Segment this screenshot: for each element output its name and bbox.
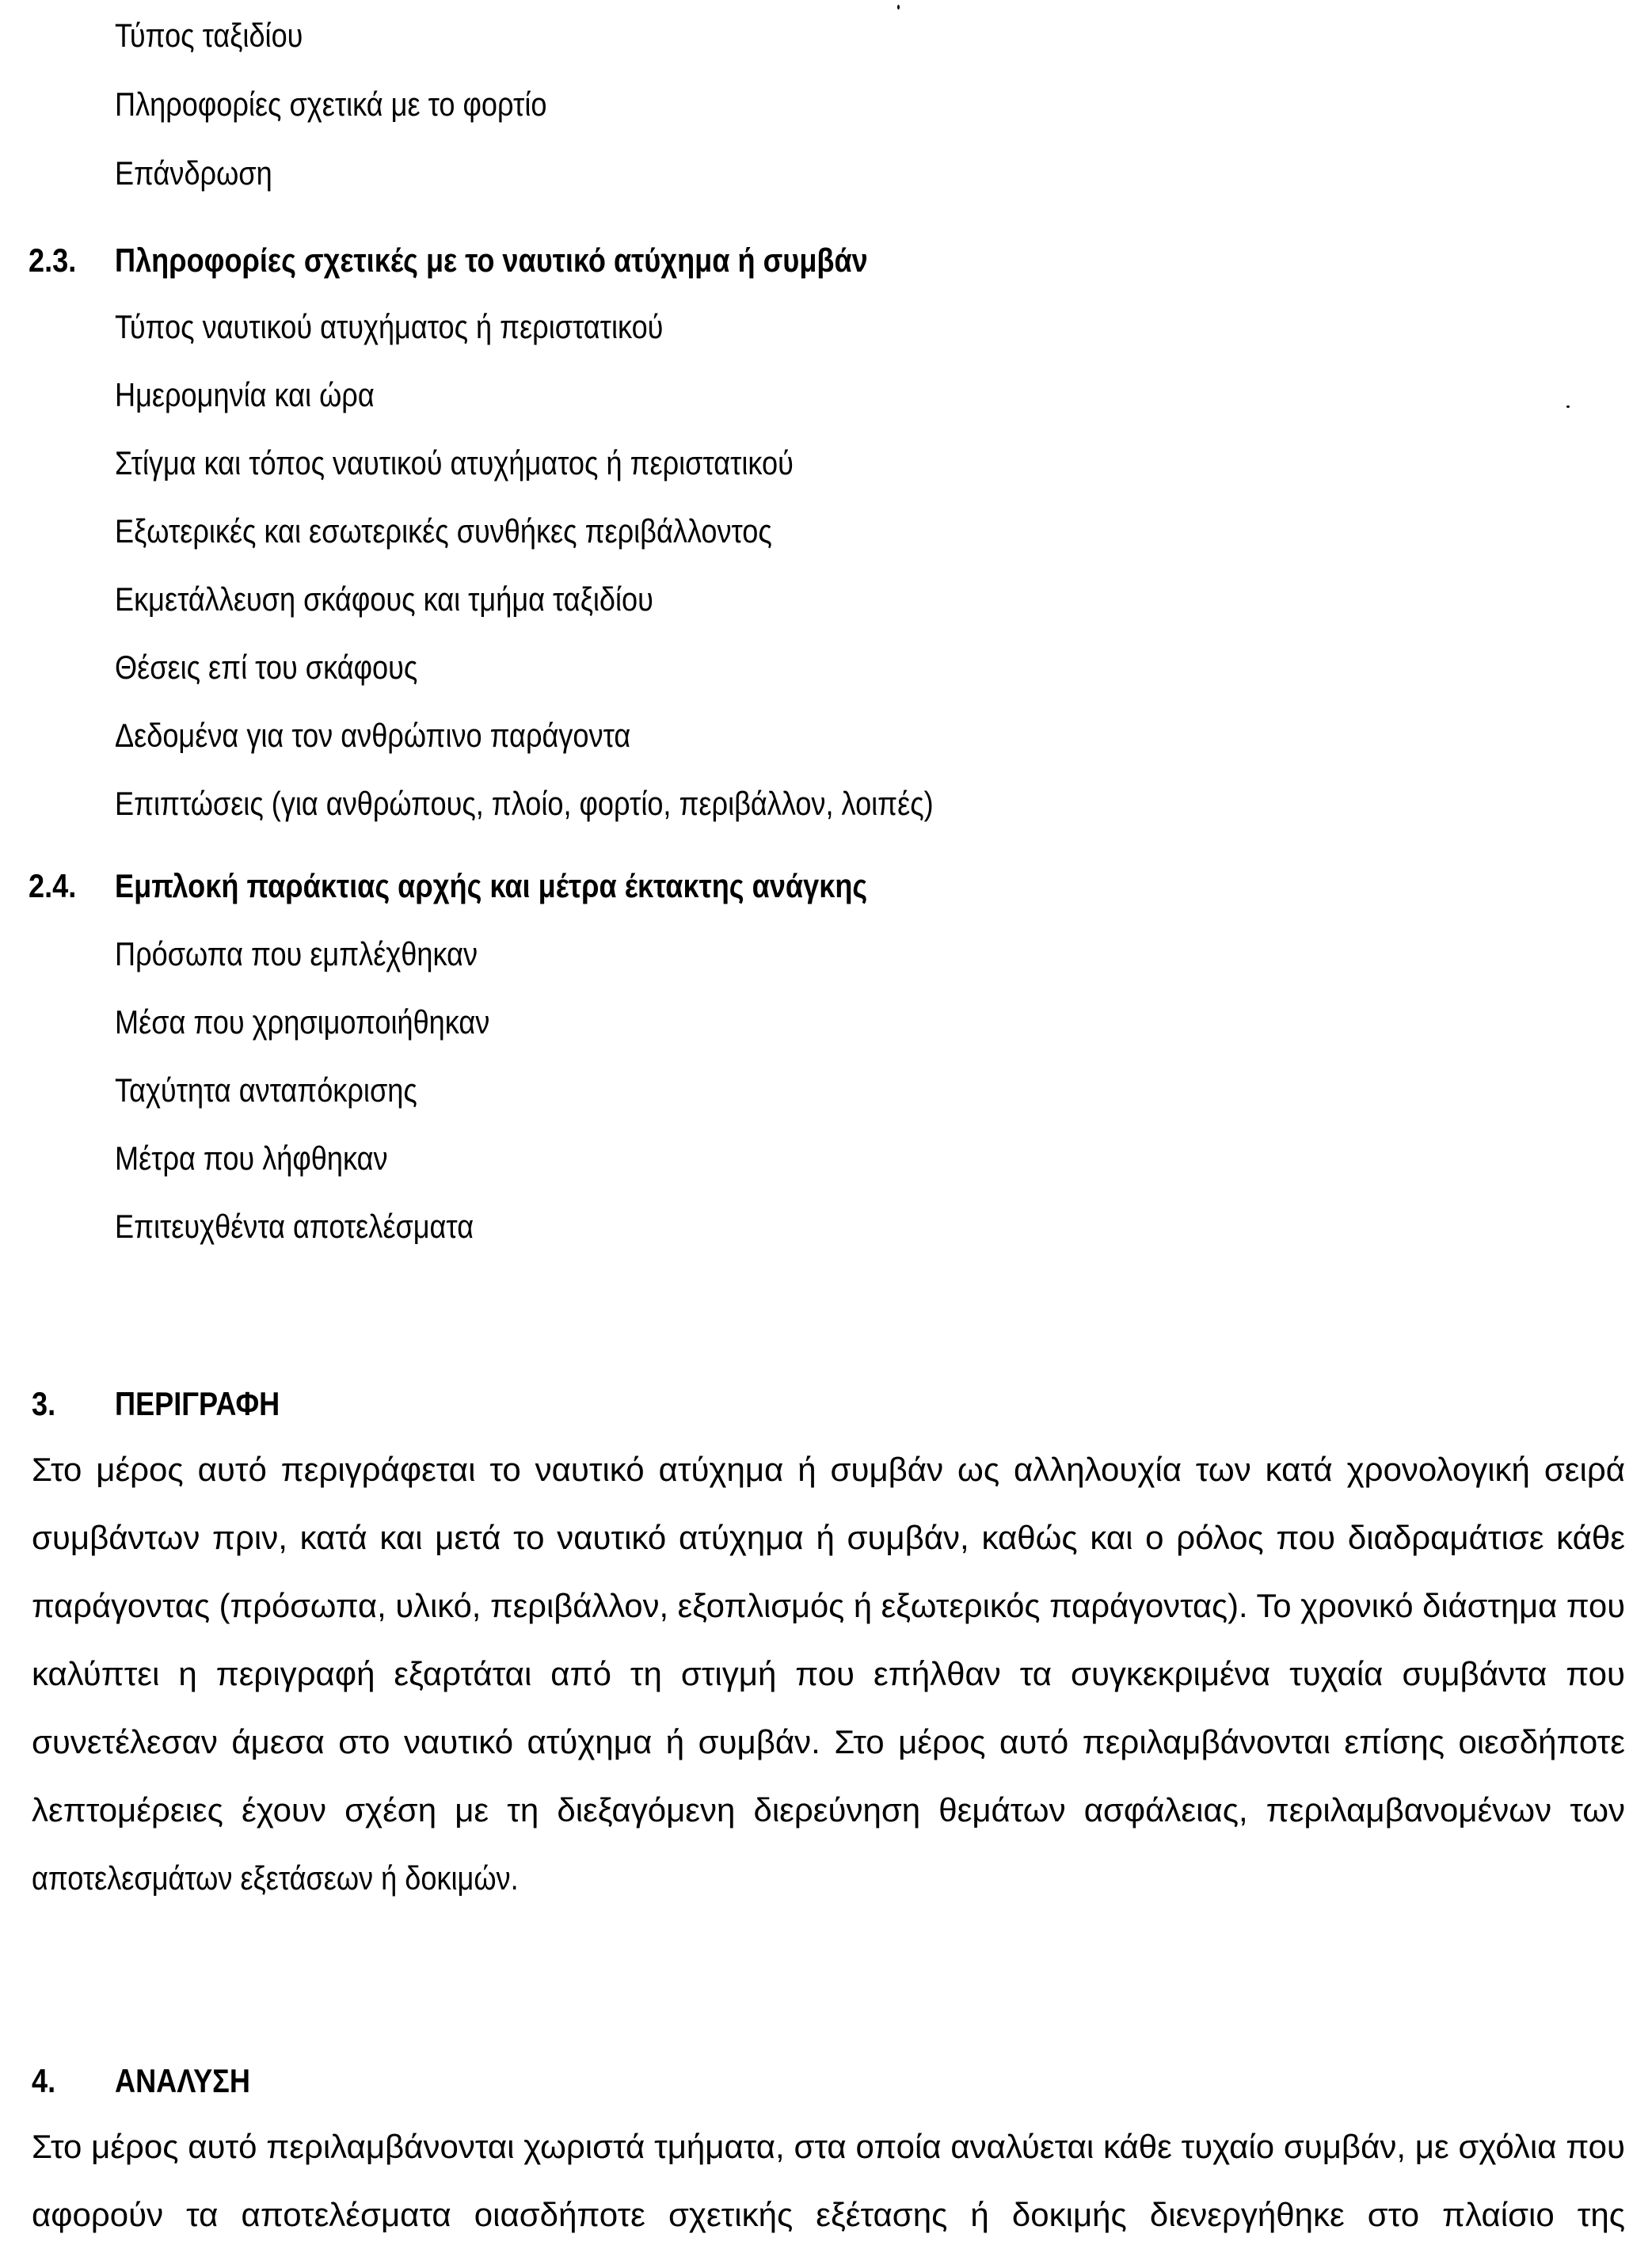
list-item: Δεδομένα για τον ανθρώπινο παράγοντα (115, 717, 631, 754)
scan-speck (897, 5, 900, 10)
paragraph-line: παράγοντας (πρόσωπα, υλικό, περιβάλλον, εξοπλισμός ή εξωτερικός παράγοντας). Το χρονικό διάστημα που (32, 1587, 1625, 1624)
list-item: Μέσα που χρησιμοποιήθηκαν (115, 1003, 490, 1041)
list-item: Πληροφορίες σχετικά με το φορτίο (115, 86, 547, 123)
list-item: Εξωτερικές και εσωτερικές συνθήκες περιβάλλοντος (115, 512, 772, 550)
list-item: Τύπος ναυτικού ατυχήματος ή περιστατικού (115, 308, 664, 345)
list-item: Εκμετάλλευση σκάφους και τμήμα ταξιδίου (115, 580, 653, 618)
section-number: 4. (32, 2062, 56, 2099)
list-item: Ημερομηνία και ώρα (115, 376, 375, 413)
list-item: Επιτευχθέντα αποτελέσματα (115, 1208, 474, 1245)
section-number: 2.4. (29, 867, 77, 904)
list-item: Μέτρα που λήφθηκαν (115, 1140, 388, 1177)
list-item: Επάνδρωση (115, 154, 272, 192)
paragraph-line: αποτελεσμάτων εξετάσεων ή δοκιμών. (32, 1859, 519, 1897)
paragraph-line: συνετέλεσαν άμεσα στο ναυτικό ατύχημα ή συμβάν. Στο μέρος αυτό περιλαμβάνονται επίσης οιεσδήποτε (32, 1723, 1625, 1760)
list-item: Επιπτώσεις (για ανθρώπους, πλοίο, φορτίο, περιβάλλον, λοιπές) (115, 785, 934, 822)
section-title: Πληροφορίες σχετικές με το ναυτικό ατύχημα ή συμβάν (115, 242, 868, 279)
section-number: 2.3. (29, 242, 77, 279)
section-3-paragraph (32, 1436, 1625, 1912)
scan-speck (1566, 405, 1570, 408)
paragraph-line: Στο μέρος αυτό περιγράφεται το ναυτικό ατύχημα ή συμβάν ως αλληλουχία των κατά χρονολογική σειρά (32, 1451, 1625, 1488)
list-item: Θέσεις επί του σκάφους (115, 649, 418, 686)
section-title: ΑΝΑΛΥΣΗ (115, 2062, 250, 2099)
section-4-paragraph (32, 2113, 1625, 2249)
paragraph-line: συμβάντων πριν, κατά και μετά το ναυτικό ατύχημα ή συμβάν, καθώς και ο ρόλος που διαδραμάτισε κάθε (32, 1519, 1625, 1556)
list-item: Τύπος ταξιδίου (115, 17, 303, 54)
paragraph-line: Στο μέρος αυτό περιλαμβάνονται χωριστά τμήματα, στα οποία αναλύεται κάθε τυχαίο συμβάν, με σχόλια που (32, 2128, 1625, 2165)
section-title: ΠΕΡΙΓΡΑΦΗ (115, 1385, 280, 1422)
section-number: 3. (32, 1385, 56, 1422)
list-item: Στίγμα και τόπος ναυτικού ατυχήματος ή περιστατικού (115, 444, 794, 481)
paragraph-line: καλύπτει η περιγραφή εξαρτάται από τη στιγμή που επήλθαν τα συγκεκριμένα τυχαία συμβάντα που (32, 1655, 1625, 1692)
paragraph-line: αφορούν τα αποτελέσματα οιασδήποτε σχετικής εξέτασης ή δοκιμής διενεργήθηκε στο πλαίσιο της (32, 2196, 1625, 2233)
list-item: Πρόσωπα που εμπλέχθηκαν (115, 935, 478, 972)
section-title: Εμπλοκή παράκτιας αρχής και μέτρα έκτακτης ανάγκης (115, 867, 868, 904)
list-item: Ταχύτητα ανταπόκρισης (115, 1071, 417, 1109)
paragraph-line: λεπτομέρειες έχουν σχέση με τη διεξαγόμενη διερεύνηση θεμάτων ασφάλειας, περιλαμβανομένων των (32, 1791, 1625, 1829)
